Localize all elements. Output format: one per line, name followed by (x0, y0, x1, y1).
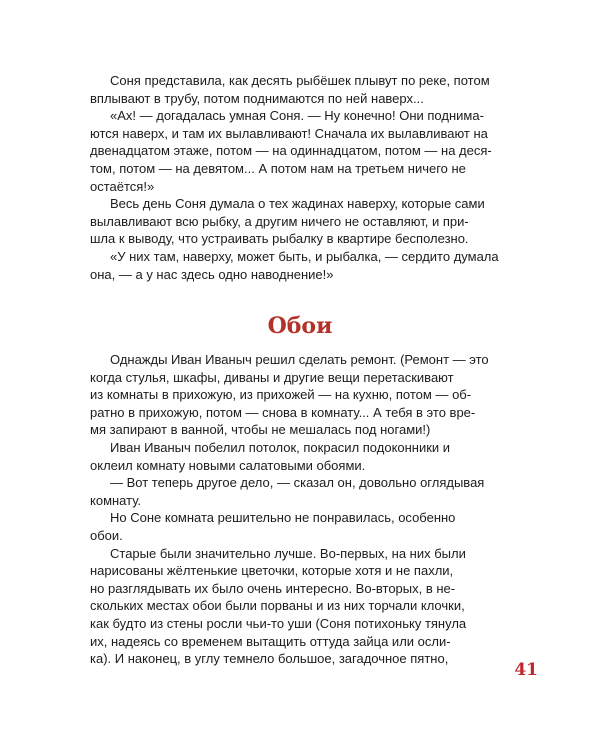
paragraph: Но Соне комната решительно не понравилась, особенно обои. (90, 510, 456, 543)
paragraph: «У них там, наверху, может быть, и рыбалка, — сердито думала она, — а у нас здесь одно наводнение!» (90, 248, 499, 282)
paragraph: Соня представила, как десять рыбёшек плывут по реке, потом вплывают в трубу, потом поднимаются по ней наверх... (90, 73, 490, 106)
paragraph: Иван Иваныч побелил потолок, покрасил подоконники и оклеил комнату новыми салатовыми обоями. (90, 439, 451, 473)
story-continuation (90, 72, 500, 283)
page-number: 41 (514, 660, 538, 680)
paragraph: «Ах! — догадалась умная Соня. — Ну конечно! Они поднима- ются наверх, и там их вылавливают! Сначала их вылавливают на двенадцатом этаже, потом — на одиннадцатом, потом — на деся- том, потом — на девятом... А потом нам на третьем ничего не остаётся!» (90, 108, 492, 194)
chapter-title: Обои (267, 313, 333, 339)
paragraph: Однажды Иван Иваныч решил сделать ремонт. (Ремонт — это когда стулья, шкафы, диваны и другие вещи перетаскивают из комнаты в прихожую, из прихожей — на кухню, потом — об- ратно в прихожую, потом — снова в комнату... А тебя в это вре- мя запирают в ванной, чтобы не мешалась под ногами!) (90, 352, 489, 438)
paragraph: Старые были значительно лучше. Во-первых, на них были нарисованы жёлтенькие цветочки, которые хотя и не пахли, но разглядывать их было очень интересно. Во-вторых, в не- скольких местах обои были порваны и из них торчали клочки, как будто из стены росли чьи-то уши (Соня потихоньку тянула их, надеясь со временем вытащить оттуда зайца или осли- ка). И наконец, в углу темнело большое, загадочное пятно, (90, 545, 467, 667)
paragraph: — Вот теперь другое дело, — сказал он, довольно оглядывая комнату. (90, 475, 485, 508)
chapter-body (90, 351, 500, 668)
paragraph: Весь день Соня думала о тех жадинах наверху, которые сами вылавливают всю рыбку, а другим ничего не оставляют, и при- шла к выводу, что устраивать рыбалку в квартире бесполезно. (90, 196, 485, 247)
